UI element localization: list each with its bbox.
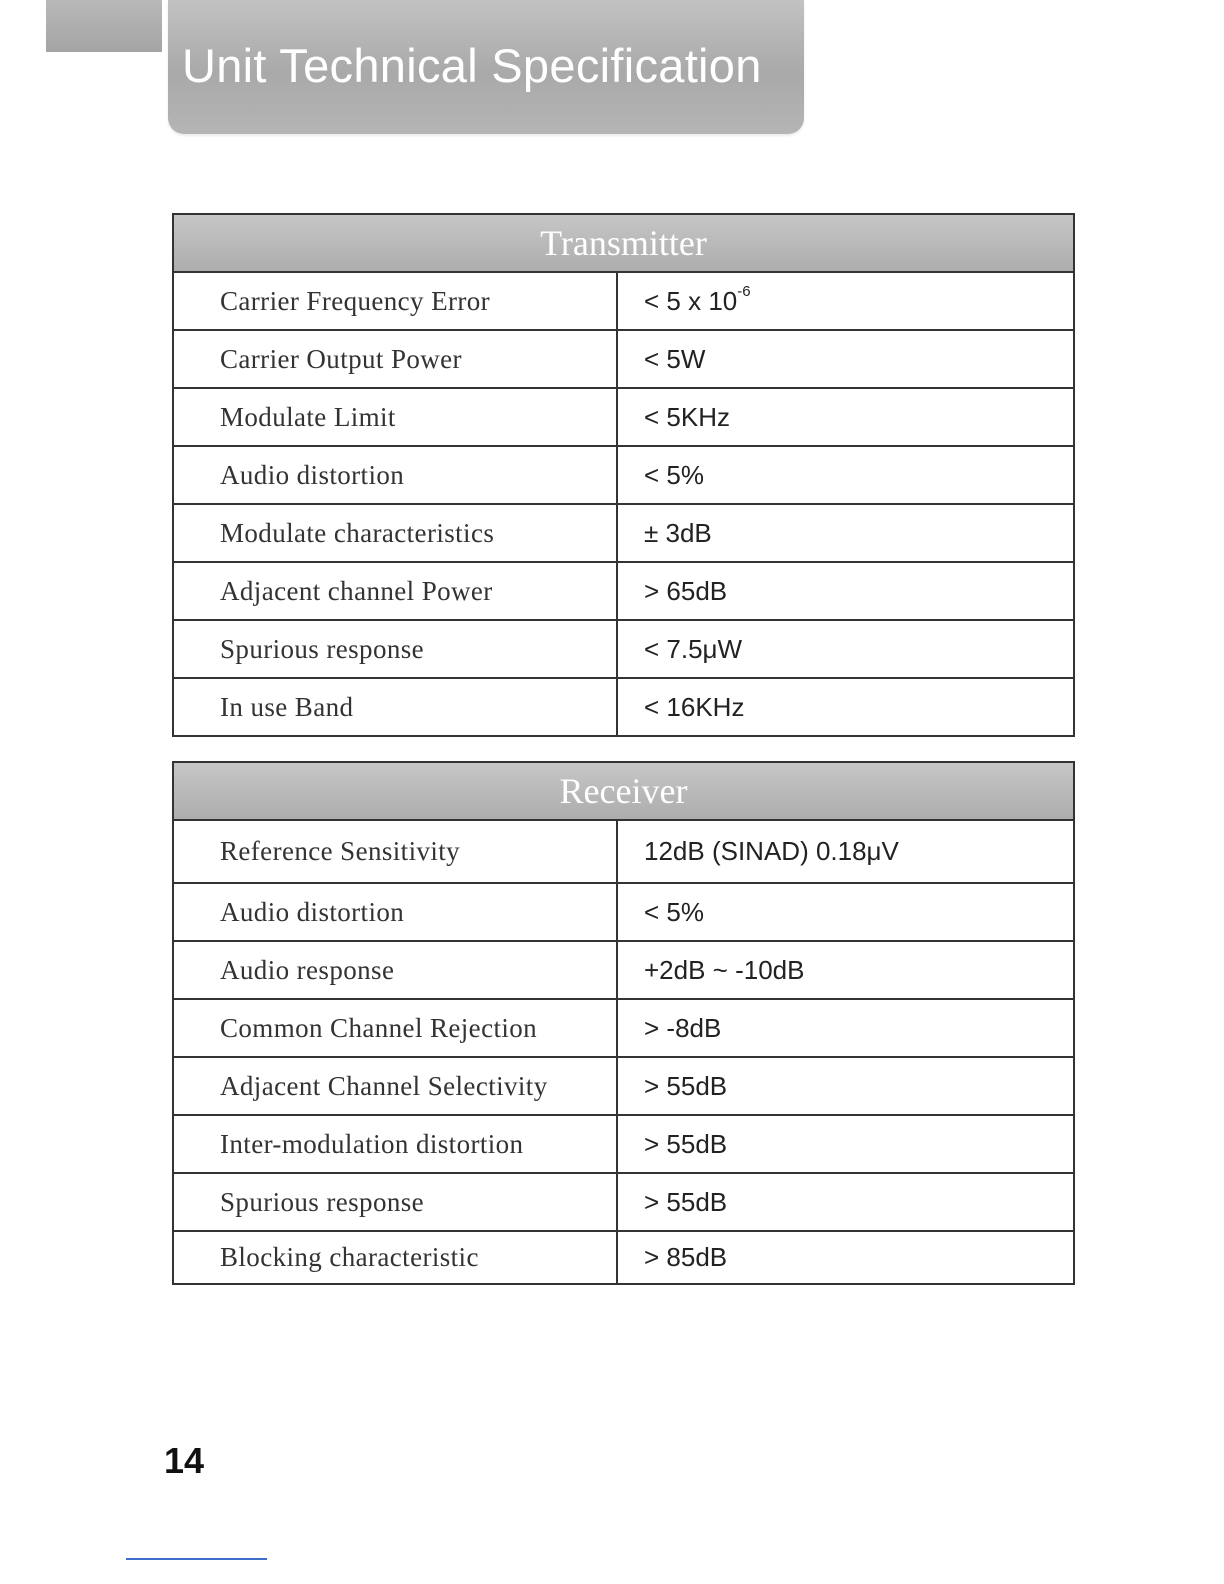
footer-rule [126,1558,267,1560]
table-row [173,1173,1074,1231]
table-row [173,1231,1074,1284]
spec-label: Common Channel Rejection [173,999,617,1057]
table-row [173,620,1074,678]
table-row [173,330,1074,388]
table-row [173,883,1074,941]
table-row [173,388,1074,446]
spec-label: Spurious response [173,1173,617,1231]
spec-value: > 55dB [617,1057,1074,1115]
spec-label: Carrier Frequency Error [173,272,617,330]
page-number: 14 [164,1440,205,1481]
spec-value: > 55dB [617,1173,1074,1231]
spec-label: In use Band [173,678,617,736]
spec-value: > -8dB [617,999,1074,1057]
corner-tab-decoration [46,0,162,52]
table-row [173,999,1074,1057]
spec-value: < 5W [617,330,1074,388]
spec-value-exponent: -6 [737,282,751,300]
spec-label: Audio distortion [173,883,617,941]
spec-label: Inter-modulation distortion [173,1115,617,1173]
table-row [173,504,1074,562]
spec-value: < 5% [617,446,1074,504]
spec-label: Audio distortion [173,446,617,504]
receiver-spec-table [172,761,1075,1285]
spec-value: > 55dB [617,1115,1074,1173]
receiver-header-row [173,762,1074,820]
spec-value: < 16KHz [617,678,1074,736]
title-banner [168,0,804,134]
spec-label: Carrier Output Power [173,330,617,388]
spec-value: > 65dB [617,562,1074,620]
spec-value: 12dB (SINAD) 0.18μV [617,820,1074,883]
spec-label: Blocking characteristic [173,1231,617,1284]
spec-value: > 85dB [617,1231,1074,1284]
table-row [173,562,1074,620]
spec-label: Modulate Limit [173,388,617,446]
table-row [173,820,1074,883]
transmitter-spec-table [172,213,1075,737]
spec-label: Audio response [173,941,617,999]
spec-label: Adjacent channel Power [173,562,617,620]
spec-label: Adjacent Channel Selectivity [173,1057,617,1115]
table-row [173,1115,1074,1173]
spec-value-text: < 5 x 10 [644,285,738,316]
spec-value [617,272,1074,330]
page-title: Unit Technical Specification [182,39,762,92]
spec-value: +2dB ~ -10dB [617,941,1074,999]
transmitter-header-row [173,214,1074,272]
spec-value: < 7.5μW [617,620,1074,678]
table-row [173,941,1074,999]
spec-value: < 5KHz [617,388,1074,446]
table-row [173,446,1074,504]
table-row [173,272,1074,330]
table-row [173,1057,1074,1115]
spec-label: Modulate characteristics [173,504,617,562]
table-row [173,678,1074,736]
spec-value: ± 3dB [617,504,1074,562]
receiver-heading: Receiver [173,762,1074,820]
spec-label: Reference Sensitivity [173,820,617,883]
spec-value: < 5% [617,883,1074,941]
transmitter-heading: Transmitter [173,214,1074,272]
spec-label: Spurious response [173,620,617,678]
